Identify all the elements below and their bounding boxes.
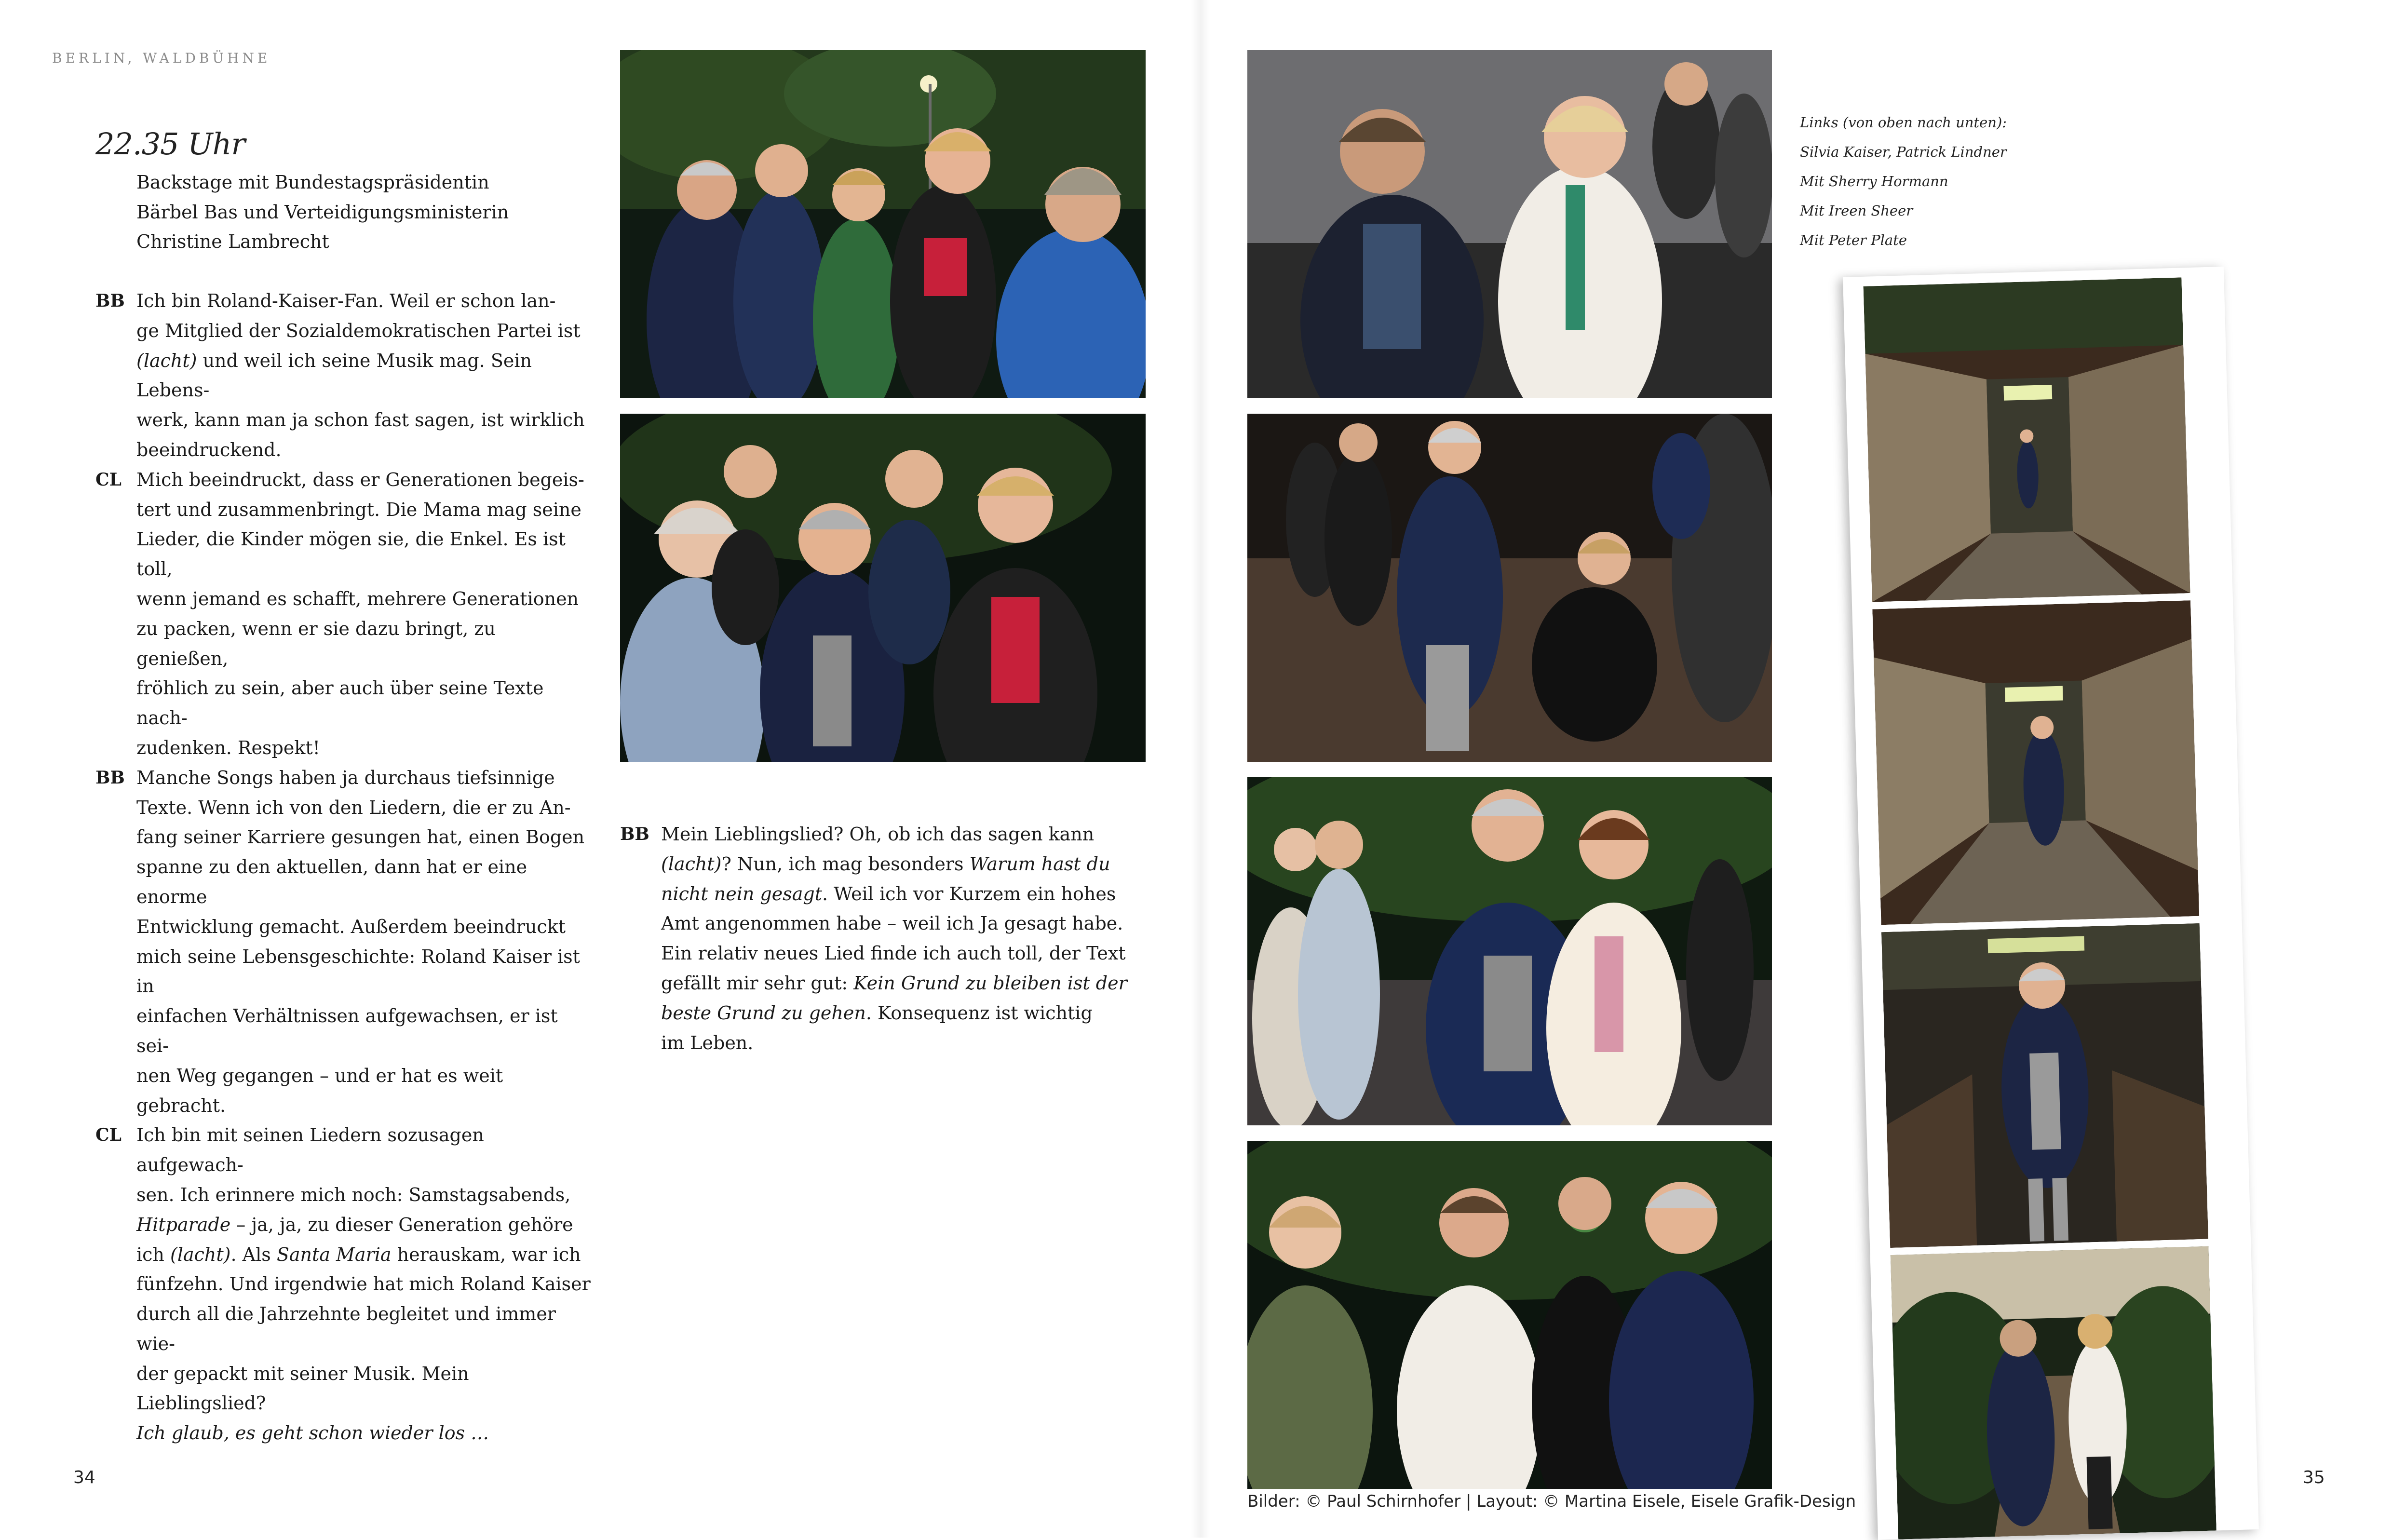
speaker-initials: BB <box>620 824 649 844</box>
answer-line: Ich bin Roland-Kaiser-Fan. Weil er schon lan- <box>136 290 556 311</box>
photo-strip <box>1843 267 2259 1540</box>
answer-line: nicht nein gesagt. Weil ich vor Kurzem ein hohes <box>661 883 1116 905</box>
answer-line: im Leben. <box>661 1032 754 1054</box>
photo-backstage-group-1 <box>620 50 1146 398</box>
answer-line: Entwicklung gemacht. Außerdem beeindruckt <box>136 916 566 937</box>
answer-line: tert und zusammenbringt. Die Mama mag seine <box>136 499 581 520</box>
photo-illustration <box>1247 777 1772 1125</box>
answer-line-italic-part: Ich glaub, es geht schon wieder los … <box>136 1422 489 1444</box>
answer-line: zu packen, wenn er sie dazu bringt, zu genießen, <box>136 618 496 669</box>
caption-line: Mit Sherry Hormann <box>1800 173 1948 189</box>
answer-line: Texte. Wenn ich von den Liedern, die er zu An- <box>136 797 571 818</box>
answer-line-italic-part: (lacht) <box>170 1243 231 1265</box>
gutter-shadow <box>1191 0 1210 1538</box>
answer-line: nen Weg gegangen – und er hat es weit gebracht. <box>136 1065 503 1116</box>
answer-line: durch all die Jahrzehnte begleitet und immer wie- <box>136 1303 556 1354</box>
page-number-right: 35 <box>2303 1468 2325 1487</box>
photo-illustration <box>1247 1141 1772 1489</box>
answer-line: der gepackt mit seiner Musik. Mein Lieblingslied? <box>136 1363 469 1414</box>
photo-illustration <box>620 50 1146 398</box>
intro-line: Christine Lambrecht <box>136 231 329 252</box>
answer-line-italic-part: Santa Maria <box>276 1243 392 1265</box>
speaker-initials: CL <box>95 1125 122 1146</box>
answer-line: (lacht) und weil ich seine Musik mag. Sein Lebens- <box>136 350 532 401</box>
photo-sherry-hormann <box>1247 414 1772 762</box>
photo-illustration <box>1864 277 2190 602</box>
caption-line: Mit Peter Plate <box>1800 232 1907 248</box>
interview-column-middle <box>620 820 1146 1058</box>
interview-entry <box>95 1121 592 1448</box>
interview-entry <box>620 820 1146 1058</box>
photo-illustration <box>1247 414 1772 762</box>
photo-kaiser-lindner <box>1247 50 1772 398</box>
photo-peter-plate <box>1247 1141 1772 1489</box>
photo-illustration <box>620 414 1146 762</box>
answer-line: gefällt mir sehr gut: Kein Grund zu bleiben ist der <box>661 972 1127 994</box>
answer-line-italic-part: nicht nein gesagt <box>661 883 822 905</box>
answer-line-italic-part: (lacht) <box>661 853 722 875</box>
answer-line: einfachen Verhältnissen aufgewachsen, er ist sei- <box>136 1005 558 1056</box>
intro-line: Backstage mit Bundestagspräsidentin <box>136 172 489 193</box>
speaker-initials: CL <box>95 469 122 490</box>
photo-illustration <box>1872 600 2199 925</box>
caption-line: Links (von oben nach unten): <box>1800 114 2007 131</box>
intro-paragraph <box>136 168 532 257</box>
answer-line-italic-part: beste Grund zu gehen <box>661 1002 866 1024</box>
answer-line: fröhlich zu sein, aber auch über seine Texte nach- <box>136 677 544 729</box>
interview-entry <box>95 286 592 465</box>
answer-line-italic-part: Kein Grund zu bleiben ist der <box>853 972 1127 994</box>
answer-line: Lieder, die Kinder mögen sie, die Enkel. Es ist toll, <box>136 528 566 580</box>
answer-line: fünfzehn. Und irgendwie hat mich Roland Kaiser <box>136 1273 591 1295</box>
answer-line: Hitparade – ja, ja, zu dieser Generation gehöre <box>136 1214 573 1235</box>
answer-line: Mich beeindruckt, dass er Generationen begeis- <box>136 469 584 490</box>
answer-line: (lacht)? Nun, ich mag besonders Warum hast du <box>661 853 1110 875</box>
caption-line: Mit Ireen Sheer <box>1800 203 1913 219</box>
strip-photo-tunnel-2 <box>1872 600 2199 925</box>
intro-line: Bärbel Bas und Verteidigungsministerin <box>136 201 509 223</box>
answer-line: spanne zu den aktuellen, dann hat er eine enorme <box>136 856 527 907</box>
photo-illustration <box>1891 1246 2216 1540</box>
photo-captions <box>1800 108 2007 255</box>
answer-line: Amt angenommen habe – weil ich Ja gesagt habe. <box>661 913 1123 934</box>
answer-line <box>136 1418 592 1448</box>
interview-column-left <box>95 286 592 1448</box>
answer-line: Ich bin mit seinen Liedern sozusagen aufgewach- <box>136 1124 484 1176</box>
answer-line: ich (lacht). Als Santa Maria herauskam, war ich <box>136 1243 581 1265</box>
section-kicker: BERLIN, WALDBÜHNE <box>52 50 271 66</box>
answer-line: Mein Lieblingslied? Oh, ob ich das sagen kann <box>661 824 1095 845</box>
photo-credit: Bilder: © Paul Schirnhofer | Layout: © Martina Eisele, Eisele Grafik-Design <box>1247 1492 1856 1511</box>
answer-line-italic-part: (lacht) <box>136 350 197 371</box>
answer-line: zudenken. Respekt! <box>136 737 320 758</box>
speaker-initials: BB <box>95 291 125 311</box>
answer-line: Manche Songs haben ja durchaus tiefsinnige <box>136 767 555 788</box>
caption-line: Silvia Kaiser, Patrick Lindner <box>1800 144 2007 160</box>
speaker-initials: BB <box>95 767 125 788</box>
answer-line-italic-part: Hitparade <box>136 1214 231 1235</box>
strip-photo-exit <box>1891 1246 2216 1540</box>
time-heading: 22.35 Uhr <box>95 126 245 162</box>
photo-ireen-sheer <box>1247 777 1772 1125</box>
interview-entry <box>95 465 592 763</box>
answer-line: werk, kann man ja schon fast sagen, ist wirklich <box>136 409 585 431</box>
answer-line: fang seiner Karriere gesungen hat, einen Bogen <box>136 826 585 848</box>
strip-photo-tunnel-3 <box>1881 923 2208 1248</box>
answer-line-italic-part: Warum hast du <box>969 853 1110 875</box>
answer-line: ge Mitglied der Sozialdemokratischen Partei ist <box>136 320 581 341</box>
photo-illustration <box>1881 923 2208 1248</box>
strip-photo-tunnel-1 <box>1864 277 2190 602</box>
page-number-left: 34 <box>73 1468 95 1487</box>
answer-line: wenn jemand es schafft, mehrere Generationen <box>136 588 579 609</box>
answer-line: mich seine Lebensgeschichte: Roland Kaiser ist in <box>136 946 580 997</box>
answer-line: Ein relativ neues Lied finde ich auch toll, der Text <box>661 943 1126 964</box>
answer-line: beeindruckend. <box>136 439 282 460</box>
answer-line: sen. Ich erinnere mich noch: Samstagsabends, <box>136 1184 571 1205</box>
interview-entry <box>95 763 592 1121</box>
answer-line: beste Grund zu gehen. Konsequenz ist wichtig <box>661 1002 1093 1024</box>
photo-backstage-group-2 <box>620 414 1146 762</box>
photo-illustration <box>1247 50 1772 398</box>
